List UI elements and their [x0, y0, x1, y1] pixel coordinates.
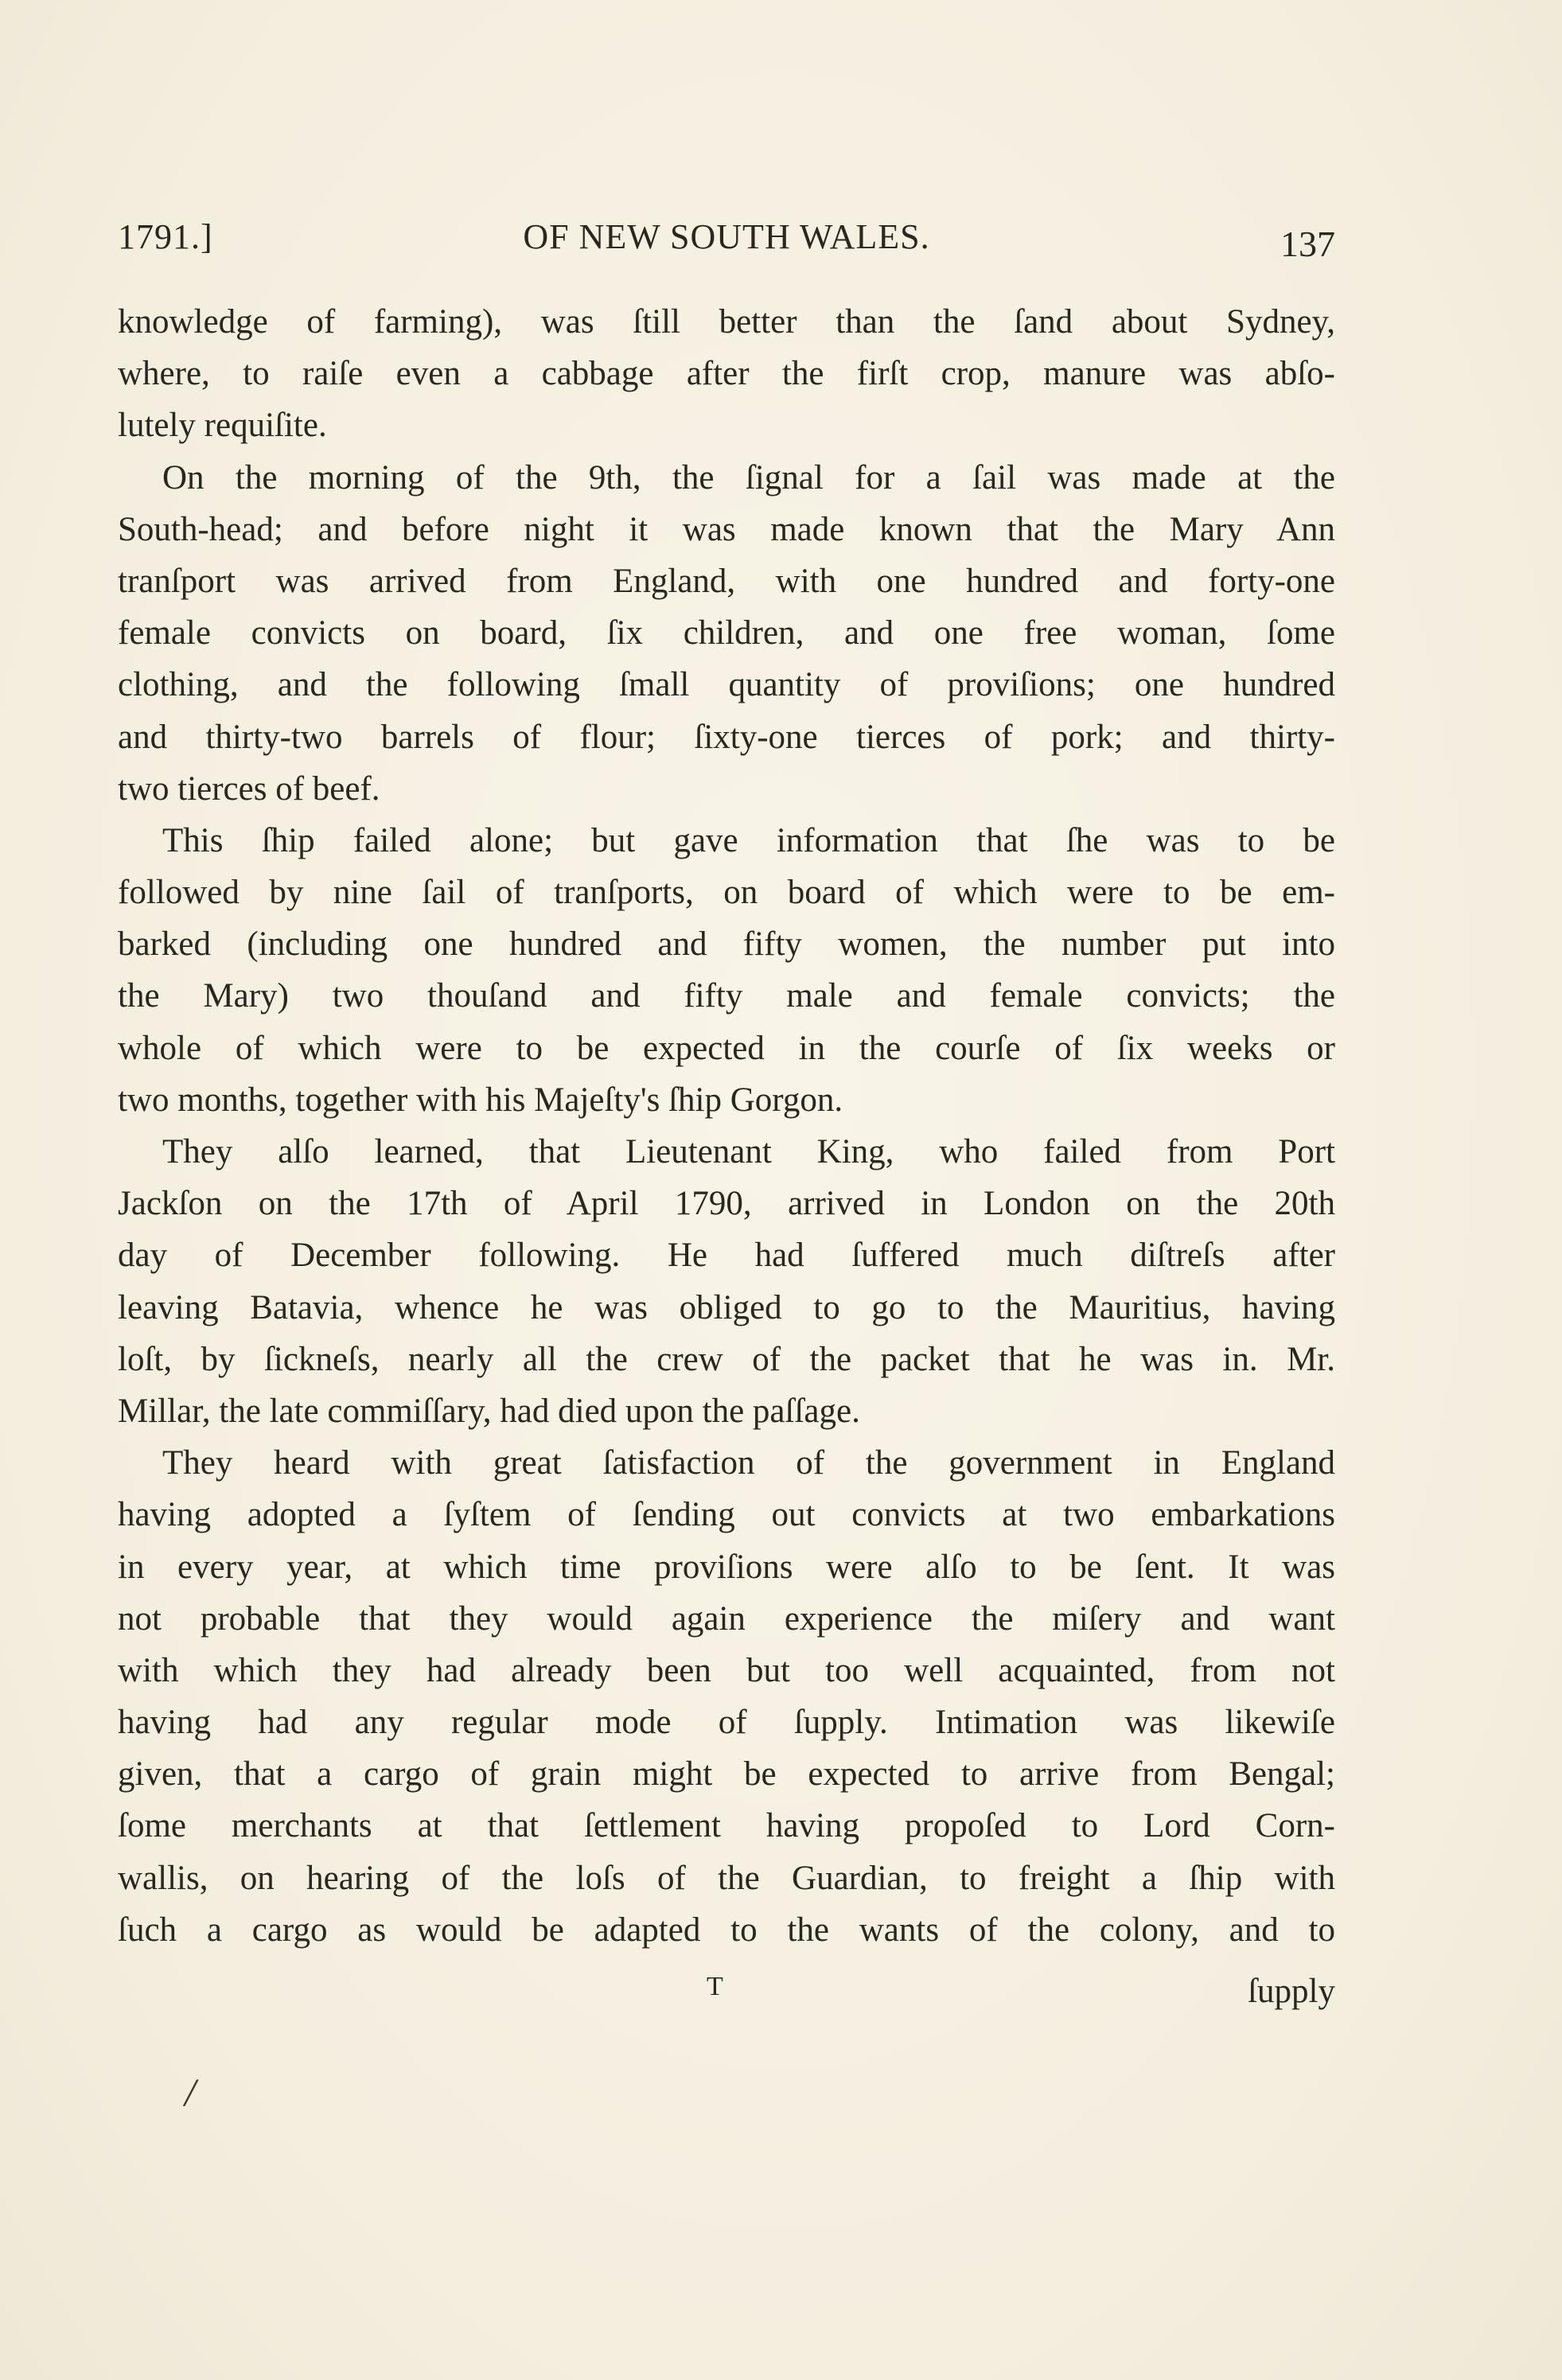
text-line: two months, together with his Majeſty's ſhip Gorgon.: [118, 1081, 843, 1119]
text-line: South-head; and before night it was made known that the Mary Ann: [118, 510, 1335, 548]
text-line: barked (including one hundred and fifty women, the number put into: [118, 925, 1335, 964]
text-line: two tierces of beef.: [118, 769, 380, 808]
text-line: whole of which were to be expected in the courſe of ſix weeks or: [118, 1029, 1335, 1067]
text-line: On the morning of the 9th, the ſignal for a ſail was made at the: [162, 458, 1335, 497]
body-text: [118, 296, 1335, 1956]
catchword: ſupply: [1248, 1973, 1335, 2010]
text-line: wallis, on hearing of the loſs of the Guardian, to freight a ſhip with: [118, 1859, 1335, 1897]
text-line: day of December following. He had ſuffered much diſtreſs after: [118, 1237, 1335, 1275]
text-line: having had any regular mode of ſupply. Intimation was likewiſe: [118, 1704, 1335, 1742]
text-line: They heard with great ſatisfaction of the government in England: [162, 1444, 1335, 1482]
text-line: leaving Batavia, whence he was obliged to go to the Mauritius, having: [118, 1288, 1335, 1326]
signature-mark: T: [707, 1972, 725, 2001]
header-title: OF NEW SOUTH WALES.: [523, 217, 930, 256]
text-line: This ſhip failed alone; but gave information that ſhe was to be: [162, 821, 1335, 859]
text-line: female convicts on board, ſix children, and one free woman, ſome: [118, 614, 1335, 652]
text-line: clothing, and the following ſmall quantity of proviſions; one hundred: [118, 666, 1335, 704]
text-line: in every year, at which time proviſions were alſo to be ſent. It was: [118, 1548, 1335, 1586]
text-line: loſt, by ſickneſs, nearly all the crew of the packet that he was in. Mr.: [118, 1340, 1335, 1378]
margin-mark: /: [185, 2070, 196, 2114]
text-line: given, that a cargo of grain might be expected to arrive from Bengal;: [118, 1755, 1335, 1794]
text-line: Jackſon on the 17th of April 1790, arrived in London on the 20th: [118, 1185, 1335, 1223]
page-footer: [118, 1972, 1335, 2020]
text-line: lutely requiſite.: [118, 407, 327, 445]
text-line: ſuch a cargo as would be adapted to the wants of the colony, and to: [118, 1911, 1335, 1949]
text-line: They alſo learned, that Lieutenant King, who failed from Port: [162, 1133, 1335, 1171]
text-line: and thirty-two barrels of flour; ſixty-one tierces of pork; and thirty-: [118, 718, 1335, 756]
text-line: with which they had already been but too well acquainted, from not: [118, 1651, 1335, 1689]
header-year: 1791.]: [118, 217, 213, 256]
text-line: tranſport was arrived from England, with one hundred and forty-one: [118, 562, 1335, 600]
page-number: 137: [1280, 224, 1335, 264]
text-line: followed by nine ſail of tranſports, on board of which were to be em-: [118, 874, 1335, 912]
text-line: where, to raiſe even a cabbage after the firſt crop, manure was abſo-: [118, 355, 1335, 393]
text-line: having adopted a ſyſtem of ſending out convicts at two embarkations: [118, 1496, 1335, 1534]
text-line: knowledge of farming), was ſtill better than the ſand about Sydney,: [118, 303, 1335, 341]
running-header: [118, 216, 1335, 272]
text-line: Millar, the late commiſſary, had died upon the paſſage.: [118, 1392, 860, 1430]
text-line: not probable that they would again experience the miſery and want: [118, 1599, 1335, 1638]
text-line: ſome merchants at that ſettlement having propoſed to Lord Corn-: [118, 1807, 1335, 1845]
text-line: the Mary) two thouſand and fifty male and female convicts; the: [118, 977, 1335, 1015]
